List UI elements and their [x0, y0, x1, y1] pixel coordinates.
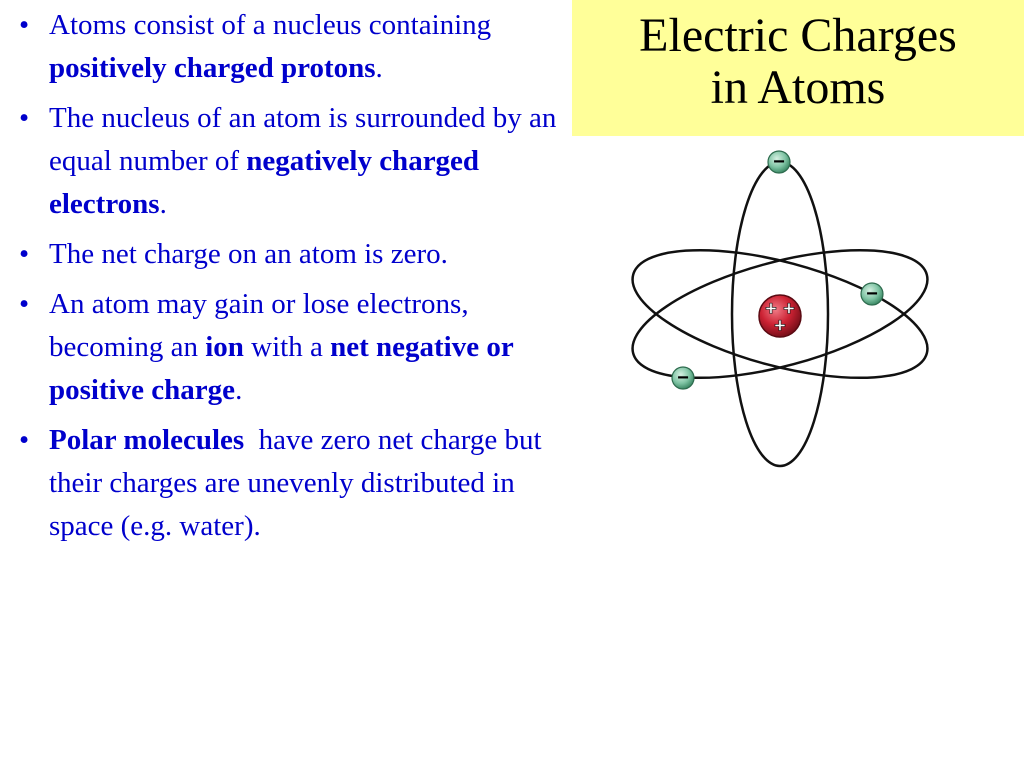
bullet-icon: •: [19, 288, 30, 320]
electron-right: [861, 283, 883, 305]
bullet-text-2-part-3: .: [159, 188, 167, 220]
slide-title-line-2: in Atoms: [710, 61, 886, 114]
bullet-text-1-part-1: Atoms consist of a nucleus containing: [49, 9, 492, 41]
electron-right-charge: −: [866, 283, 878, 305]
bullet-item-1: [0, 4, 572, 90]
bullet-text-4-emphasis-charge: net negative or positive charge: [49, 331, 514, 406]
bullet-item-2: [0, 97, 572, 226]
electron-top-charge: −: [773, 151, 785, 173]
electron-top: [768, 151, 790, 173]
bullet-text-2-part-1: The nucleus of an atom is surrounded by an equal number of: [49, 102, 557, 177]
bullet-text-1-part-3: .: [375, 52, 383, 84]
nucleus: [759, 295, 801, 337]
bullet-text-4-part-1: An atom may gain or lose electrons, becoming an: [49, 288, 469, 363]
bullet-icon: •: [19, 238, 30, 270]
bullet-text-1-emphasis: positively charged protons: [49, 52, 376, 84]
bullet-text-3: The net charge on an atom is zero.: [49, 238, 448, 270]
bullet-text-2-emphasis: negatively charged electrons: [49, 145, 480, 220]
bullet-text-4-part-3: with a: [243, 331, 331, 363]
bullet-icon: •: [19, 9, 30, 41]
bullet-text-4-part-5: .: [235, 374, 243, 406]
bullet-text-4-emphasis-ion: ion: [205, 331, 244, 363]
bullet-item-3: [0, 233, 572, 276]
proton-charge-2: +: [783, 298, 795, 320]
proton-charge-3: +: [774, 315, 786, 337]
electron-left-charge: −: [677, 367, 689, 389]
bullet-icon: •: [19, 102, 30, 134]
bullet-item-5: [0, 419, 572, 548]
bullet-item-4: [0, 283, 572, 412]
bullet-text-5-emphasis: Polar molecules: [49, 424, 245, 456]
slide-title-line-1: Electric Charges: [639, 9, 957, 62]
bullet-list: [0, 4, 572, 555]
bullet-text-5-part-2: have zero net charge but their charges are unevenly distributed in space (e.g. water).: [49, 424, 549, 542]
slide-title: [572, 0, 1024, 136]
proton-charge-1: +: [765, 298, 777, 320]
bullet-icon: •: [19, 424, 30, 456]
electron-left: [672, 367, 694, 389]
atom-diagram: [620, 148, 940, 474]
